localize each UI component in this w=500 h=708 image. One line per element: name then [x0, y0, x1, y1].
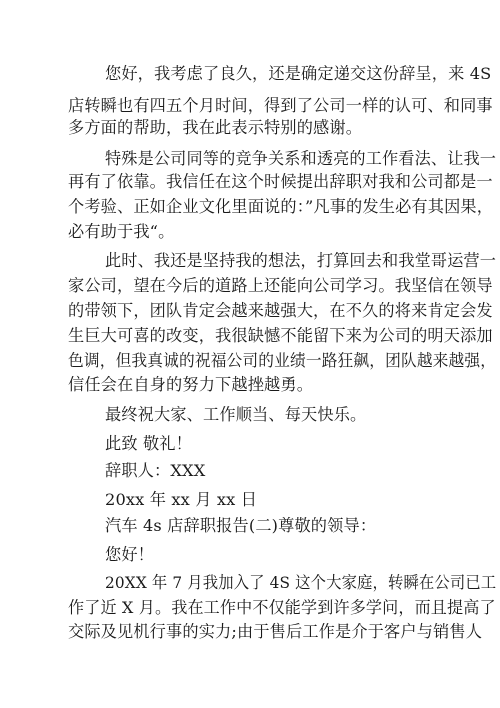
text-line: 此时、我还是坚持我的想法，打算回去和我堂哥运营一 — [105, 251, 497, 270]
text-line: 个考验、正如企业文化里面说的：”凡事的发生必有其因果， — [68, 197, 494, 216]
text-line: 的带领下，团队肯定会越来越强大，在不久的将来肯定会发 — [68, 301, 493, 320]
text-line: 交际及见机行事的实力;由于售后工作是介于客户与销售人 — [68, 622, 483, 641]
text-line: 再有了依靠。我信任在这个时候提出辞职对我和公司都是一 — [68, 172, 493, 191]
text-line: 生巨大可喜的改变，我很缺憾不能留下来为公司的明天添加 — [68, 326, 493, 345]
text-line: 汽车 4s 店辞职报告(二)尊敬的领导： — [105, 516, 377, 535]
text-line: 您好，我考虑了良久，还是确定递交这份辞呈，来 4S — [105, 64, 492, 83]
text-line: 多方面的帮助，我在此表示特别的感谢。 — [68, 118, 363, 137]
text-line: 必有助于我“。 — [68, 222, 175, 241]
text-line: 家公司，望在今后的道路上还能向公司学习。我坚信在领导 — [68, 276, 493, 295]
text-line: 作了近 X 月。我在工作中不仅能学到许多学问，而且提高了 — [68, 598, 496, 617]
text-line: 20XX 年 7 月我加入了 4S 这个大家庭，转瞬在公司已工 — [105, 573, 497, 592]
text-line: 此致 敬礼！ — [105, 434, 192, 453]
text-line: 信任会在自身的努力下越挫越勇。 — [68, 375, 314, 394]
text-line: 您好！ — [105, 545, 155, 564]
text-line: 最终祝大家、工作顺当、每天快乐。 — [105, 405, 367, 424]
text-line: 20xx 年 xx 月 xx 日 — [105, 490, 258, 509]
text-line: 色调，但我真诚的祝福公司的业绩一路狂飙，团队越来越强， — [68, 351, 497, 370]
text-line: 辞职人：XXX — [105, 461, 206, 480]
text-line: 特殊是公司同等的竞争关系和透亮的工作看法、让我一 — [105, 149, 497, 168]
text-line: 店转瞬也有四五个月时间，得到了公司一样的认可、和同事 — [68, 96, 493, 115]
